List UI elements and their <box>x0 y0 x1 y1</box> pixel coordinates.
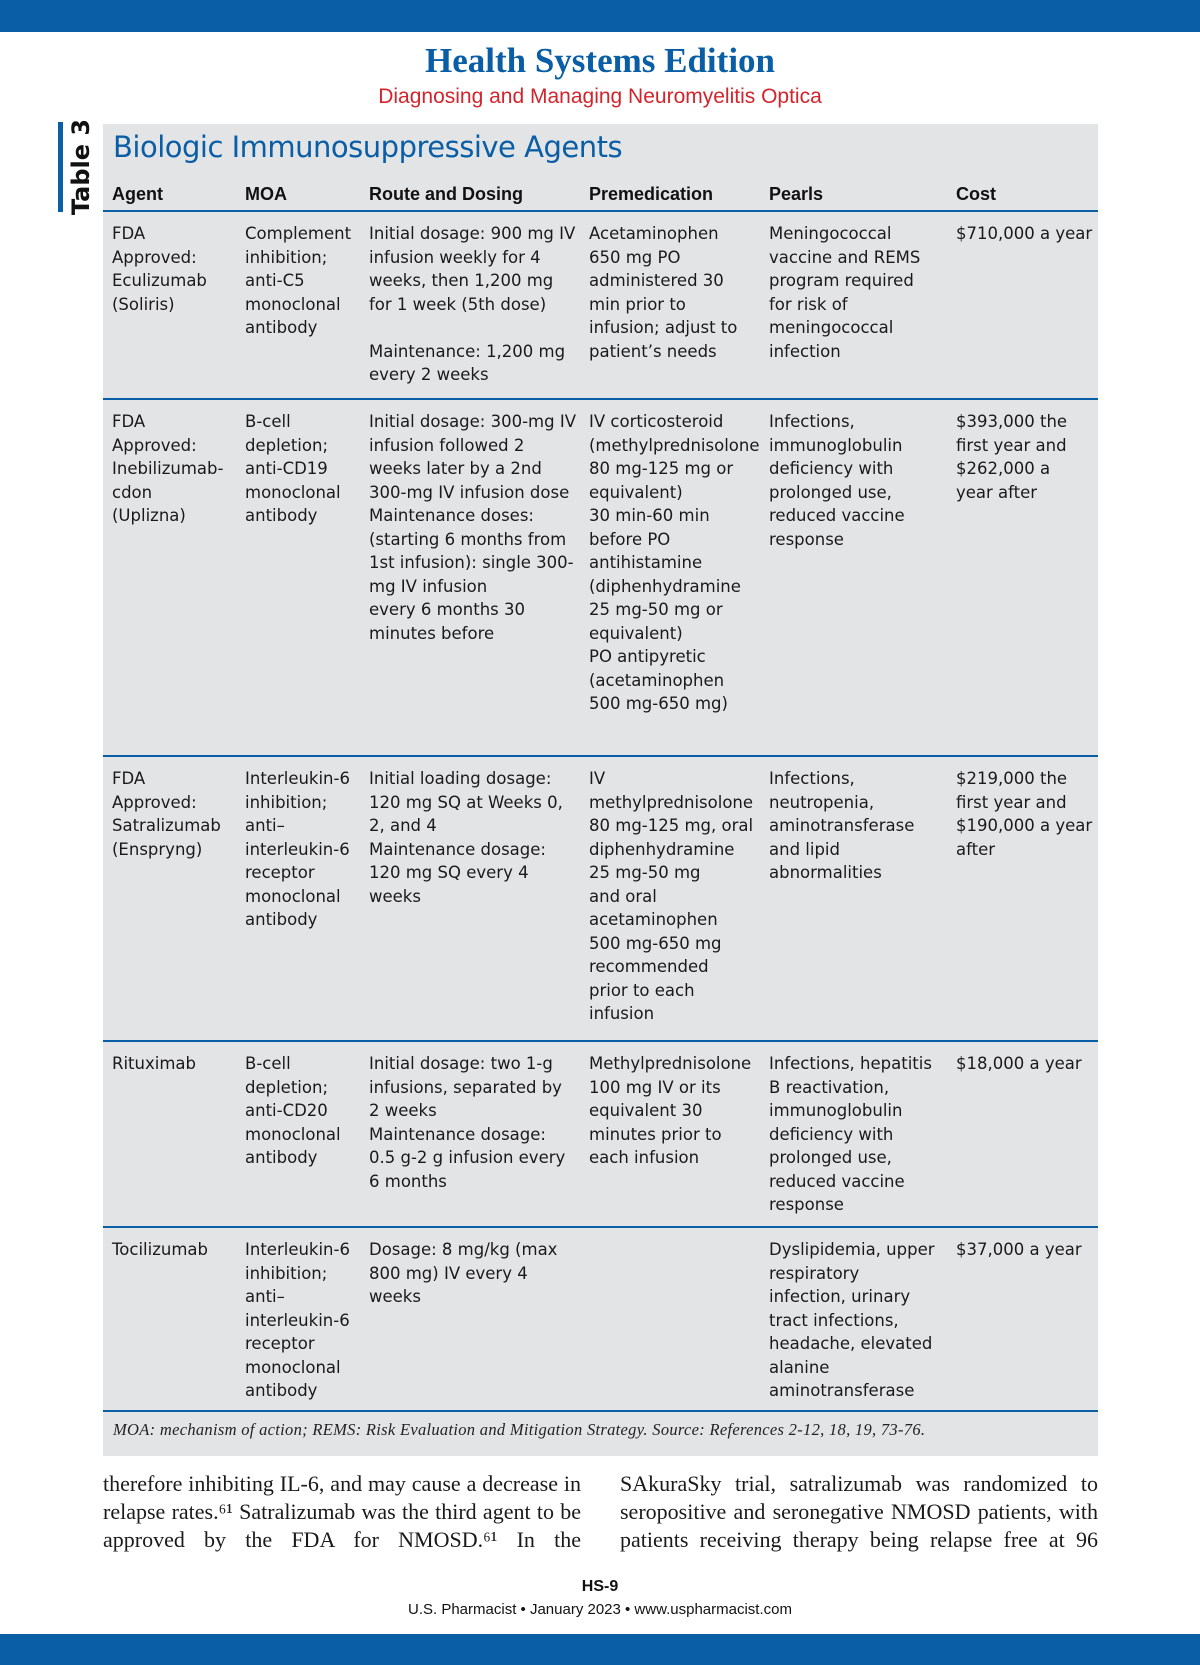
cell-cost: $710,000 a year <box>956 224 1093 243</box>
top-banner <box>0 0 1200 32</box>
column-header-premedication: Premedication <box>589 184 714 204</box>
cell-agent: Rituximab <box>112 1054 196 1073</box>
cell-moa: B-cell depletion; anti-CD19 monoclonal antibody <box>245 412 341 525</box>
table-row <box>103 1042 1098 1228</box>
cell-moa: Interleukin-6 inhibition; anti– interleukin-6 receptor monoclonal antibody <box>245 769 350 929</box>
table-row <box>103 1228 1098 1412</box>
cell-premedication: IV methylprednisolone 80 mg-125 mg, oral diphenhydramine 25 mg-50 mg and oral acetaminophen 500 mg-650 mg recommended prior to each infusion <box>589 769 754 1023</box>
article-subtitle: Diagnosing and Managing Neuromyelitis Optica <box>378 85 822 108</box>
table-title: Biologic Immunosuppressive Agents <box>113 130 623 164</box>
cell-premedication: IV corticosteroid (methylprednisolone 80 mg-125 mg or equivalent) 30 min-60 min before PO antihistamine (diphenhydramine 25 mg-50 mg or equivalent) PO antipyretic (acetaminophen 500 mg-650 mg) <box>589 412 760 713</box>
cell-cost: $18,000 a year <box>956 1054 1082 1073</box>
column-header-moa: MOA <box>245 184 287 204</box>
cell-dosing: Initial dosage: 300-mg IV infusion followed 2 weeks later by a 2nd 300-mg IV infusion dose Maintenance doses: (starting 6 months from 1st infusion): single 300- mg IV infusion every 6 months 30 minutes before <box>369 412 576 643</box>
column-header-pearls: Pearls <box>769 184 824 204</box>
cell-dosing: Initial dosage: 900 mg IV infusion weekly for 4 weeks, then 1,200 mg for 1 week (5th dose) Maintenance: 1,200 mg every 2 weeks <box>369 224 576 384</box>
cell-premedication: Methylprednisolone 100 mg IV or its equivalent 30 minutes prior to each infusion <box>589 1054 752 1167</box>
publication-line: U.S. Pharmacist • January 2023 • www.uspharmacist.com <box>408 1601 792 1618</box>
cell-dosing: Initial dosage: two 1-g infusions, separated by 2 weeks Maintenance dosage: 0.5 g-2 g infusion every 6 months <box>369 1054 566 1191</box>
column-header-route-dosing: Route and Dosing <box>369 184 523 204</box>
cell-cost: $37,000 a year <box>956 1240 1082 1259</box>
column-header-cost: Cost <box>956 184 996 204</box>
table-row <box>103 400 1098 757</box>
body-text-right-column: SAkuraSky trial, satralizumab was randomized to seropositive and seronegative NMOSD patients, with patients receiving therapy being relapse free at 96 <box>620 1471 1098 1552</box>
cell-pearls: Infections, neutropenia, aminotransferase and lipid abnormalities <box>769 769 915 882</box>
cell-moa: Interleukin-6 inhibition; anti– interleukin-6 receptor monoclonal antibody <box>245 1240 350 1400</box>
masthead <box>0 40 1200 110</box>
cell-moa: B-cell depletion; anti-CD20 monoclonal antibody <box>245 1054 341 1167</box>
cell-dosing: Dosage: 8 mg/kg (max 800 mg) IV every 4 weeks <box>369 1240 558 1306</box>
cell-agent: Tocilizumab <box>112 1240 208 1259</box>
table-footnote: MOA: mechanism of action; REMS: Risk Evaluation and Mitigation Strategy. Source: References 2-12, 18, 19, 73-76. <box>113 1420 926 1439</box>
cell-cost: $393,000 the first year and $262,000 a year after <box>956 412 1068 502</box>
cell-pearls: Infections, immunoglobulin deficiency with prolonged use, reduced vaccine response <box>769 412 905 549</box>
body-text-left-column: therefore inhibiting IL-6, and may cause a decrease in relapse rates.⁶¹ Satralizumab was the third agent to be approved by the FDA for NMOSD.⁶¹ In the <box>103 1471 581 1552</box>
table-row <box>103 757 1098 1042</box>
cell-pearls: Infections, hepatitis B reactivation, immunoglobulin deficiency with prolonged use, reduced vaccine response <box>769 1054 932 1214</box>
cell-premedication: Acetaminophen 650 mg PO administered 30 min prior to infusion; adjust to patient’s needs <box>589 224 738 361</box>
cell-cost: $219,000 the first year and $190,000 a year after <box>956 769 1093 859</box>
table-panel <box>103 124 1098 1456</box>
column-header-agent: Agent <box>112 184 163 204</box>
cell-agent: FDA Approved: Eculizumab (Soliris) <box>112 224 207 314</box>
bottom-banner <box>0 1634 1200 1665</box>
cell-moa: Complement inhibition; anti-C5 monoclonal antibody <box>245 224 352 337</box>
page-number: HS-9 <box>581 1578 619 1595</box>
cell-agent: FDA Approved: Satralizumab (Enspryng) <box>112 769 221 859</box>
table-row <box>103 212 1098 400</box>
cell-agent: FDA Approved: Inebilizumab- cdon (Uplizna) <box>112 412 224 525</box>
table-header-row <box>103 180 1098 212</box>
cell-dosing: Initial loading dosage: 120 mg SQ at Weeks 0, 2, and 4 Maintenance dosage: 120 mg SQ every 4 weeks <box>369 769 563 906</box>
table-tag-label: Table 3 <box>66 118 95 216</box>
cell-pearls: Dyslipidemia, upper respiratory infection, urinary tract infections, headache, elevated alanine aminotransferase <box>769 1240 935 1400</box>
cell-pearls: Meningococcal vaccine and REMS program required for risk of meningococcal infection <box>769 224 921 361</box>
edition-title: Health Systems Edition <box>424 41 776 80</box>
table-tag <box>58 118 98 216</box>
